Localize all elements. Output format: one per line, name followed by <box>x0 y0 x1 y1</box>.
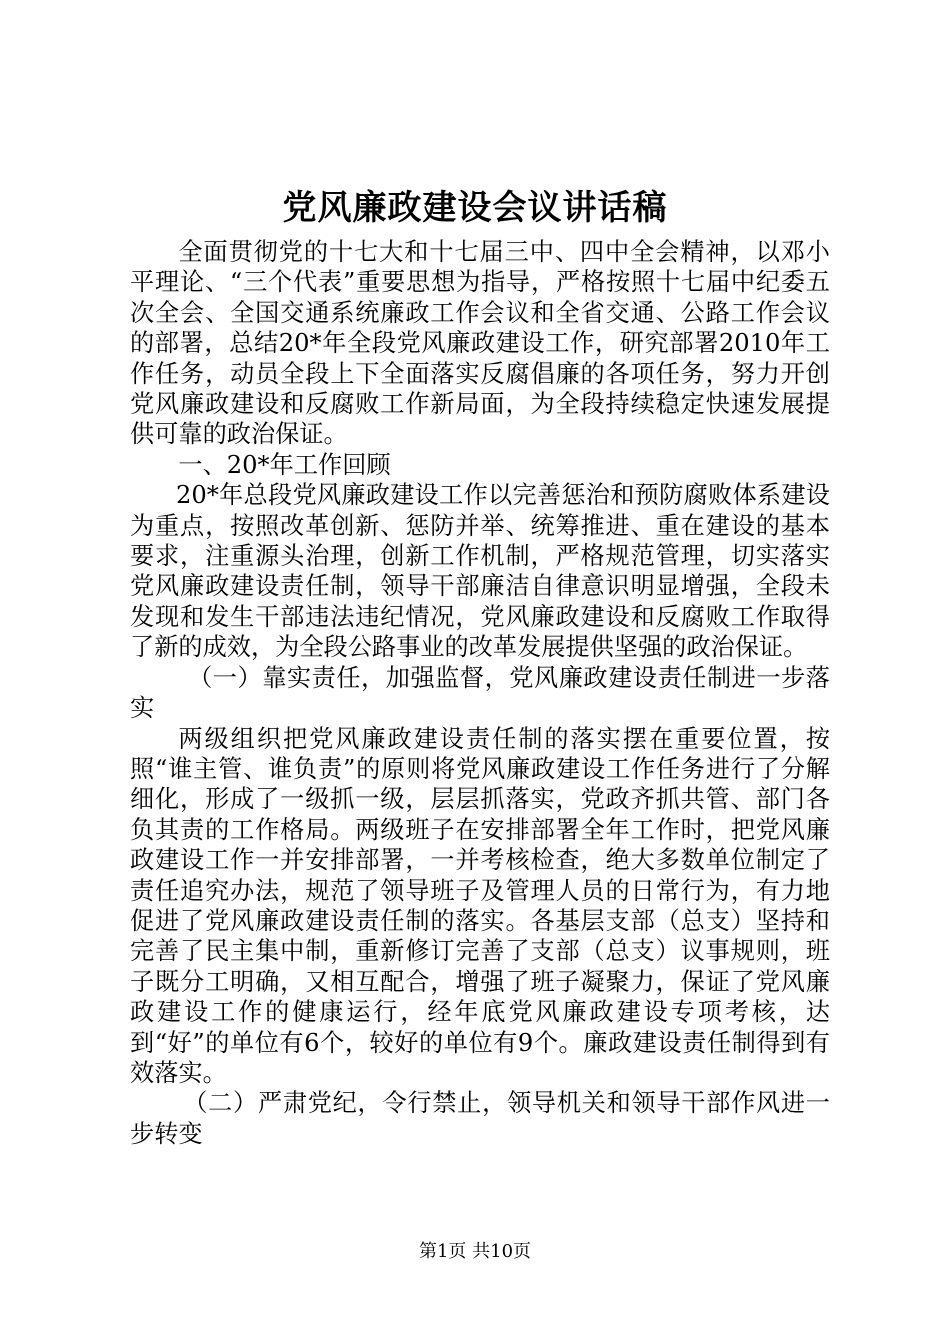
page-footer: 第1页 共10页 <box>418 1241 532 1262</box>
document-body <box>130 237 830 1149</box>
subsection-heading-1: （一）靠实责任，加强监督，党风廉政建设责任制进一步落实 <box>130 663 830 723</box>
paragraph-responsibility: 两级组织把党风廉政建设责任制的落实摆在重要位置，按照“谁主管、谁负责”的原则将党风廉政建设工作任务进行了分解细化，形成了一级抓一级，层层抓落实，党政齐抓共管、部门各负其责的工作格局。两级班子在安排部署全年工作时，把党风廉政建设工作一并安排部署，一并考核检查，绝大多数单位制定了责任追究办法，规范了领导班子及管理人员的日常行为，有力地促进了党风廉政建设责任制的落实。各基层支部（总支）坚持和完善了民主集中制，重新修订完善了支部（总支）议事规则，班子既分工明确，又相互配合，增强了班子凝聚力，保证了党风廉政建设工作的健康运行，经年底党风廉政建设专项考核，达到“好”的单位有6个，较好的单位有9个。廉政建设责任制得到有效落实。 <box>130 724 830 1087</box>
section-heading-1: 一、20*年工作回顾 <box>178 450 391 479</box>
paragraph-review: 20*年总段党风廉政建设工作以完善惩治和预防腐败体系建设为重点，按照改革创新、惩防并举、统筹推进、重在建设的基本要求，注重源头治理，创新工作机制，严格规范管理，切实落实党风廉政建设责任制，领导干部廉洁自律意识明显增强，全段未发现和发生干部违法违纪情况，党风廉政建设和反腐败工作取得了新的成效，为全段公路事业的改革发展提供坚强的政治保证。 <box>130 481 830 662</box>
paragraph-intro: 全面贯彻党的十七大和十七届三中、四中全会精神，以邓小平理论、“三个代表”重要思想为指导，严格按照十七届中纪委五次全会、全国交通系统廉政工作会议和全省交通、公路工作会议的部署，总结20*年全段党风廉政建设工作，研究部署2010年工作任务，动员全段上下全面落实反腐倡廉的各项任务，努力开创党风廉政建设和反腐败工作新局面，为全段持续稳定快速发展提供可靠的政治保证。 <box>130 238 830 449</box>
subsection-heading-2: （二）严肃党纪，令行禁止，领导机关和领导干部作风进一步转变 <box>130 1089 830 1148</box>
document-title: 党风廉政建设会议讲话稿 <box>282 188 668 228</box>
